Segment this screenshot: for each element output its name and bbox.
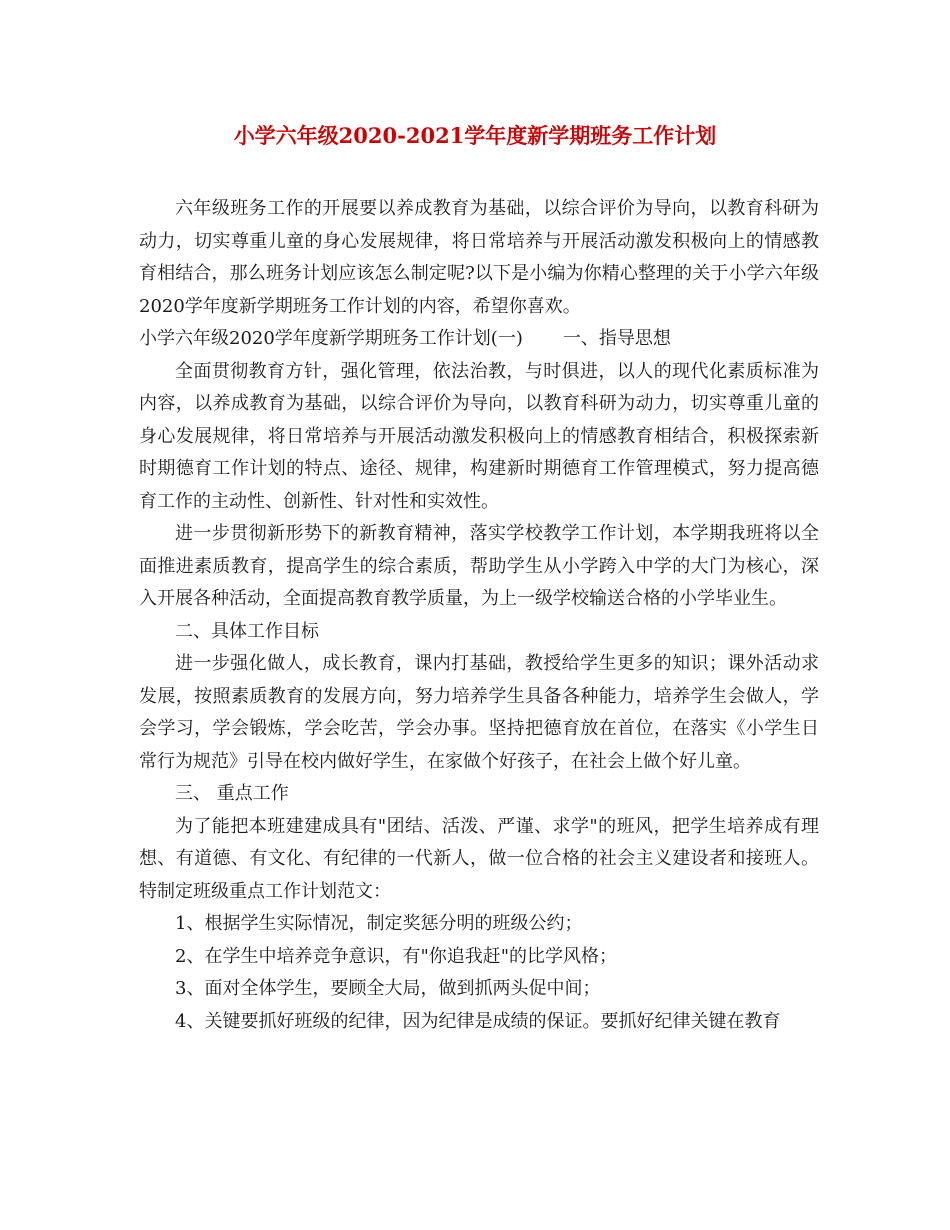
list-item: 3、面对全体学生，要顾全大局，做到抓两头促中间； xyxy=(175,978,601,999)
document-title: 小学六年级2020-2021学年度新学期班务工作计划 xyxy=(233,123,717,148)
guiding-paragraph-2: 进一步贯彻新形势下的新教育精神，落实学校教学工作计划，本学期我班将以全面推进素质教育，提高学生的综合素质，帮助学生从小学跨入中学的大门为核心，深入开展各种活动，全面提高教育教学质量，为上一级学校输送合格的小学毕业生。 xyxy=(139,523,819,609)
plan-subheading: 小学六年级2020学年度新学期班务工作计划(一) xyxy=(139,328,523,349)
section-heading-2: 二、具体工作目标 xyxy=(175,620,319,642)
guiding-paragraph-1: 全面贯彻教育方针，强化管理，依法治教，与时俱进，以人的现代化素质标准为内容，以养成教育为基础，以综合评价为导向，以教育科研为动力，切实尊重儿童的身心发展规律，将日常培养与开展活动激发积极向上的情感教育相结合，积极探索新时期德育工作计划的特点、途径、规律，构建新时期德育工作管理模式，努力提高德育工作的主动性、创新性、针对性和实效性。 xyxy=(139,360,819,512)
intro-paragraph: 六年级班务工作的开展要以养成教育为基础，以综合评价为导向，以教育科研为动力，切实尊重儿童的身心发展规律，将日常培养与开展活动激发积极向上的情感教育相结合，那么班务计划应该怎么制定呢?以下是小编为你精心整理的关于小学六年级2020学年度新学期班务工作计划的内容，希望你喜欢。 xyxy=(139,198,819,317)
list-item: 2、在学生中培养竞争意识，有"你追我赶"的比学风格； xyxy=(175,945,618,967)
goals-paragraph: 进一步强化做人，成长教育，课内打基础，教授给学生更多的知识；课外活动求发展，按照素质教育的发展方向，努力培养学生具备各种能力，培养学生会做人，学会学习，学会锻炼，学会吃苦，学会办事。坚持把德育放在首位，在落实《小学生日常行为规范》引导在校内做好学生，在家做个好孩子，在社会上做个好儿童。 xyxy=(139,653,819,772)
key-work-paragraph: 为了能把本班建建成具有"团结、活泼、严谨、求学"的班风，把学生培养成有理想、有道德、有文化、有纪律的一代新人，做一位合格的社会主义建设者和接班人。特制定班级重点工作计划范文： xyxy=(139,815,819,902)
subheading-line xyxy=(139,323,819,356)
document-body xyxy=(139,193,819,1038)
list-item: 1、根据学生实际情况，制定奖惩分明的班级公约； xyxy=(175,913,583,934)
section-heading-1: 一、指导思想 xyxy=(562,328,671,349)
section-heading-3: 三、 重点工作 xyxy=(175,783,289,804)
list-item: 4、关键要抓好班级的纪律，因为纪律是成绩的保证。要抓好纪律关键在教育 xyxy=(175,1010,781,1032)
